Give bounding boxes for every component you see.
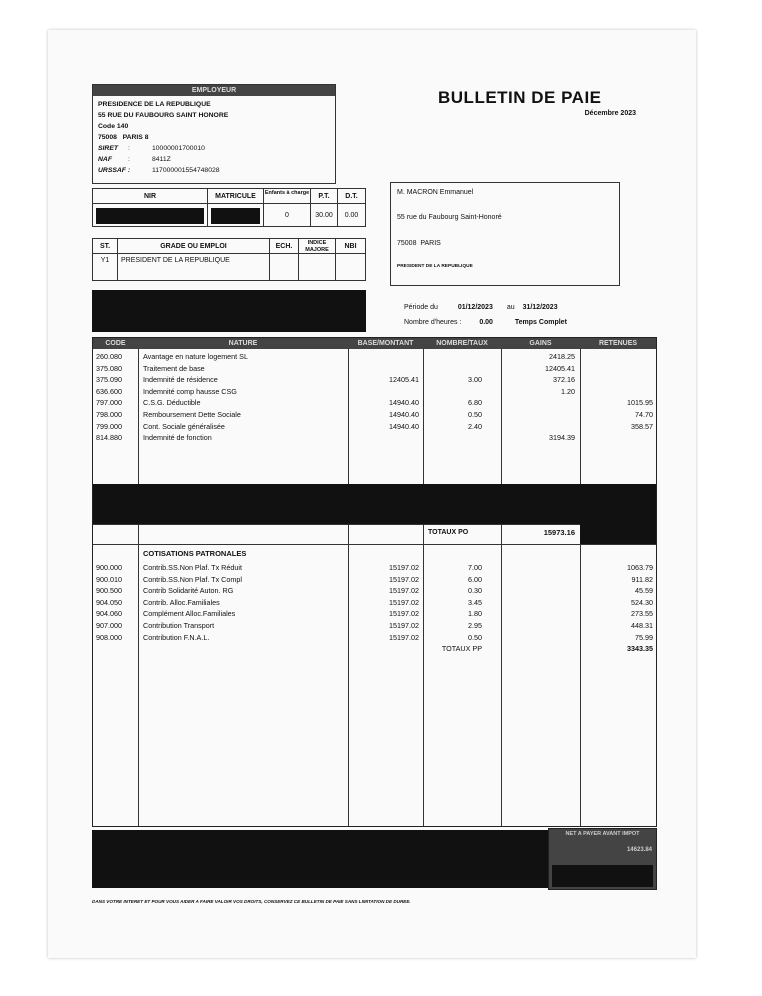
pt-value: 30.00 [310, 203, 338, 227]
col-retenues-header: RETENUES [580, 338, 656, 349]
patronal-taux: 1.80 [468, 609, 482, 619]
row-taux [426, 386, 482, 398]
row-base: 12405.41 [389, 375, 419, 385]
row-gains: 1.20 [561, 386, 575, 396]
row-taux: 2.40 [468, 421, 482, 431]
row-nature: Avantage en nature logement SL [143, 352, 248, 361]
row-taux: 3.00 [468, 375, 482, 385]
col-divider [138, 349, 139, 826]
employer-header: EMPLOYEUR [93, 85, 335, 96]
row-gains [503, 421, 575, 433]
patronal-nature: Contrib.SS.Non Plaf. Tx Réduit [143, 563, 242, 572]
col-divider [423, 349, 424, 826]
col-divider [501, 349, 502, 826]
row-code: 797.000 [96, 398, 122, 408]
payslip-page [48, 30, 696, 958]
row-code: 375.090 [96, 375, 122, 385]
net-box [548, 828, 657, 890]
row-nature: Remboursement Dette Sociale [143, 409, 241, 419]
patronal-taux: 2.95 [468, 620, 482, 630]
patronal-base: 15197.02 [389, 574, 419, 584]
net-value: 14623.84 [626, 847, 652, 853]
patronal-title: COTISATIONS PATRONALES [143, 549, 247, 558]
urssaf-value: 117000001554748028 [152, 167, 220, 174]
footer-note: DANS VOTRE INTERET ET POUR VOUS AIDER A FAIRE VALOIR VOS DROITS, CONSERVEZ CE BULLETIN DE PAIE SANS LIMITATION DE DUREE. [92, 899, 411, 904]
patronal-taux: 0.30 [468, 586, 482, 596]
patronal-montant: 448.31 [631, 620, 653, 630]
dt-header: D.T. [337, 188, 366, 204]
patronal-montant: 45.59 [635, 586, 653, 596]
row-code: 375.080 [96, 363, 122, 373]
row-gains: 3194.39 [549, 433, 575, 443]
patronal-code: 904.060 [96, 609, 122, 619]
hours-value: 0.00 [479, 319, 493, 326]
row-retenues [582, 386, 653, 398]
row-base [351, 386, 419, 398]
row-taux [426, 351, 482, 363]
col-code-header: CODE [93, 338, 138, 349]
row-retenues [582, 351, 653, 363]
patronal-base: 15197.02 [389, 632, 419, 642]
row-retenues: 358.57 [631, 421, 653, 431]
nbi-value-cell [335, 253, 366, 281]
row-code: 799.000 [96, 421, 122, 431]
col-taux-header: NOMBRE/TAUX [423, 338, 501, 349]
patronal-nature: Contrib. Alloc.Familiales [143, 597, 220, 607]
patronal-taux: 7.00 [468, 563, 482, 572]
employer-address: 55 RUE DU FAUBOURG SAINT HONORE [98, 112, 229, 119]
redacted-band [93, 484, 656, 524]
employee-city: PARIS [420, 240, 441, 247]
patronal-nature: Contrib.SS.Non Plaf. Tx Compl [143, 574, 242, 584]
totaux-po-value: 15973.16 [543, 528, 575, 537]
patronal-base: 15197.02 [389, 586, 419, 596]
urssaf-label: URSSAF : [98, 167, 131, 174]
employer-name: PRESIDENCE DE LA REPUBLIQUE [98, 101, 211, 108]
row-code: 798.000 [96, 409, 122, 419]
totals-divider [93, 524, 656, 525]
patronal-code: 907.000 [96, 620, 122, 630]
dt-value: 0.00 [337, 203, 366, 227]
employer-postcode: 75008 [98, 134, 117, 141]
period-label: Période du [404, 304, 438, 311]
patronal-nature: Contribution Transport [143, 620, 215, 630]
employee-address: 55 rue du Faubourg Saint-Honoré [397, 214, 502, 221]
col-base-header: BASE/MONTANT [348, 338, 423, 349]
employee-postcode: 75008 [397, 240, 417, 247]
period-to: 31/12/2023 [522, 304, 558, 311]
patronal-taux: 6.00 [468, 574, 482, 584]
totals-divider [93, 544, 656, 545]
patronal-code: 904.050 [96, 597, 122, 607]
patronal-montant: 1063.79 [627, 563, 653, 572]
document-title: BULLETIN DE PAIE [438, 88, 602, 107]
row-base: 14940.40 [389, 409, 419, 419]
row-taux [426, 363, 482, 375]
period-to-label: au [506, 304, 515, 311]
row-gains: 12405.41 [545, 363, 575, 373]
employee-box [390, 182, 620, 286]
row-base [351, 351, 419, 363]
hours-label: Nombre d'heures : [404, 319, 462, 326]
patronal-nature: Contribution F.N.A.L. [143, 632, 210, 642]
row-nature: Traitement de base [143, 363, 205, 373]
patronal-montant: 75.99 [635, 632, 653, 642]
row-base [351, 432, 419, 444]
patronal-taux: 3.45 [468, 597, 482, 607]
patronal-base: 15197.02 [389, 609, 419, 619]
row-base [351, 363, 419, 375]
redacted-block [92, 290, 366, 332]
grade-table [92, 238, 366, 284]
row-retenues: 74.70 [635, 409, 653, 419]
row-taux: 0.50 [468, 409, 482, 419]
patronal-code: 900.500 [96, 586, 122, 596]
indice-value-cell [298, 253, 336, 281]
naf-value: 8411Z [152, 156, 171, 163]
patronal-total-label: TOTAUX PP [441, 644, 482, 654]
row-taux: 6.80 [468, 398, 482, 408]
period-from: 01/12/2023 [457, 304, 493, 311]
matricule-redaction [211, 208, 260, 224]
emploi-value: PRESIDENT DE LA REPUBLIQUE [117, 253, 270, 281]
matricule-value-cell [207, 203, 264, 227]
employer-box: EMPLOYEUR PRESIDENCE DE LA REPUBLIQUE 55 RUE DU FAUBOURG SAINT HONORE Code 140 75008 PARIS 8 SIRET : 10000001700010 NAF : 8411Z URSSAF : 117000001554748028 [92, 84, 336, 184]
row-base: 14940.40 [389, 398, 419, 408]
nir-redaction [96, 208, 204, 224]
enfants-value: 0 [263, 203, 311, 227]
ech-value-cell [269, 253, 299, 281]
patronal-nature: Complément Alloc.Familiales [143, 609, 236, 619]
nir-value-cell [92, 203, 208, 227]
enfants-header: Enfants à charge [263, 188, 311, 204]
row-nature: Indemnité de fonction [143, 433, 212, 443]
pt-header: P.T. [310, 188, 338, 204]
id-table [92, 188, 366, 230]
net-label: NET A PAYER AVANT IMPOT [565, 831, 640, 837]
document-month: Décembre 2023 [584, 110, 636, 117]
row-gains [503, 409, 575, 421]
col-nature-header: NATURE [138, 338, 348, 349]
row-retenues: 1015.95 [627, 398, 653, 408]
net-value-redaction [552, 865, 653, 887]
row-code: 260.080 [96, 352, 122, 361]
row-code: 636.600 [96, 386, 122, 396]
col-divider [580, 349, 581, 826]
row-base: 14940.40 [389, 421, 419, 431]
row-nature: Cont. Sociale généralisée [143, 421, 225, 431]
patronal-base: 15197.02 [389, 597, 419, 607]
row-gains: 372.16 [553, 375, 575, 385]
pay-table [92, 337, 657, 827]
st-value: Y1 [92, 253, 118, 281]
patronal-taux: 0.50 [468, 632, 482, 642]
employee-service: PRESIDENT DE LA REPUBLIQUE [397, 264, 473, 269]
work-type: Temps Complet [514, 319, 567, 326]
employer-city: PARIS 8 [122, 134, 149, 141]
row-retenues [582, 432, 653, 444]
row-taux [426, 432, 482, 444]
patronal-base: 15197.02 [389, 620, 419, 630]
col-divider [348, 349, 349, 826]
patronal-code: 900.010 [96, 574, 122, 584]
row-retenues [582, 374, 653, 386]
st-header: ST. [92, 238, 118, 254]
employer-code: Code 140 [98, 123, 129, 130]
nbi-header: NBI [335, 238, 366, 254]
patronal-montant: 273.55 [631, 609, 653, 619]
siret-label: SIRET [98, 145, 119, 152]
hours-line [404, 319, 567, 326]
net-redaction [92, 830, 548, 888]
naf-label: NAF [98, 156, 112, 163]
row-nature: C.S.G. Déductible [143, 398, 201, 408]
nir-header: NIR [92, 188, 208, 204]
patronal-code: 900.000 [96, 563, 122, 572]
row-nature: Indemnité de résidence [143, 375, 218, 385]
row-gains [503, 397, 575, 409]
row-nature: Indemnité comp hausse CSG [143, 386, 237, 396]
emploi-header: GRADE OU EMPLOI [117, 238, 270, 254]
period-line [404, 304, 558, 311]
siret-value: 10000001700010 [152, 145, 205, 152]
row-code: 814.880 [96, 433, 122, 443]
col-gains-header: GAINS [501, 338, 580, 349]
matricule-header: MATRICULE [207, 188, 264, 204]
totaux-po-label: TOTAUX PO [428, 529, 469, 536]
row-gains: 2418.25 [549, 352, 575, 361]
indice-header: INDICE MAJORE [298, 238, 336, 254]
patronal-montant: 524.30 [631, 597, 653, 607]
ech-header: ECH. [269, 238, 299, 254]
patronal-base: 15197.02 [389, 563, 419, 572]
patronal-nature: Contrib Solidarité Auton. RG [143, 586, 234, 596]
retenues-total-redaction [580, 524, 656, 544]
employee-name: M. MACRON Emmanuel [397, 189, 474, 196]
patronal-total: 3343.35 [627, 644, 653, 654]
patronal-montant: 911.82 [631, 574, 653, 584]
row-retenues [582, 363, 653, 375]
patronal-code: 908.000 [96, 632, 122, 642]
